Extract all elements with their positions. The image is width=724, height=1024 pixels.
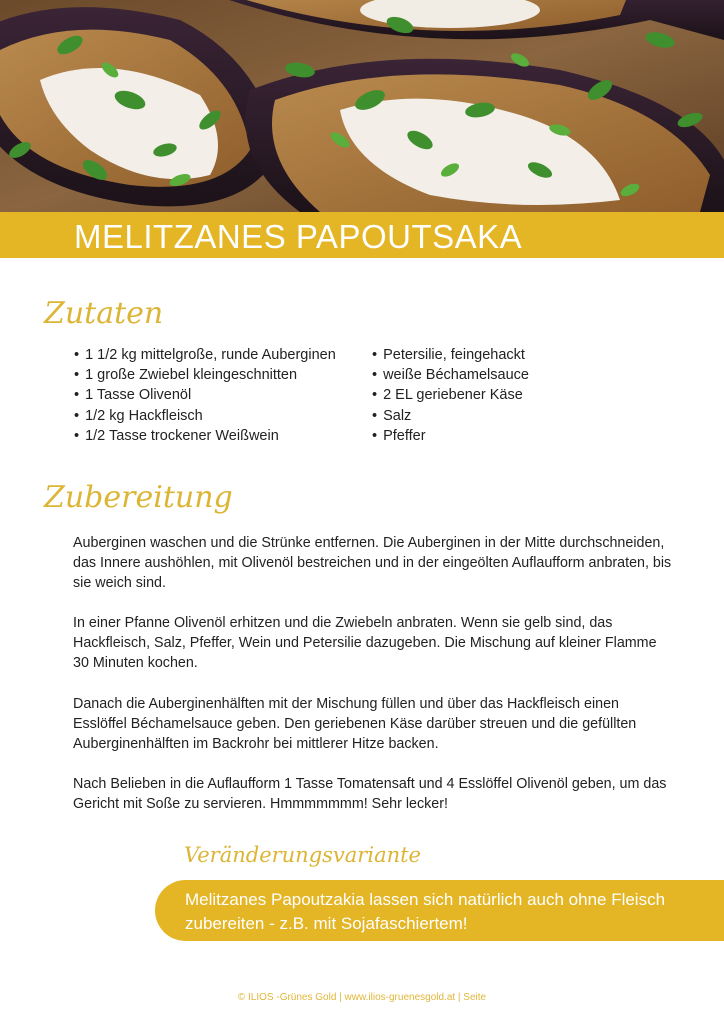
preparation-heading: Zubereitung: [44, 480, 233, 515]
title-band: [0, 212, 724, 258]
ingredient-item: • 1 Tasse Olivenöl: [74, 385, 336, 405]
variant-heading: Veränderungsvariante: [184, 843, 421, 867]
ingredient-item: • 1 große Zwiebel kleingeschnitten: [74, 365, 336, 385]
variant-text: Melitzanes Papoutzakia lassen sich natürlich auch ohne Fleisch zubereiten - z.B. mit Sojafaschiertem!: [185, 890, 666, 933]
ingredient-item: • weiße Béchamelsauce: [372, 365, 529, 385]
preparation-step: In einer Pfanne Olivenöl erhitzen und die Zwiebeln anbraten. Wenn sie gelb sind, das Hackfleisch, Salz, Pfeffer, Wein und Petersilie dazugeben. Die Mischung auf kleiner Flamme 30 Minuten kochen.: [73, 615, 657, 672]
hero-photo: [0, 0, 724, 212]
ingredient-item: • 2 EL geriebener Käse: [372, 385, 529, 405]
ingredient-item: • 1 1/2 kg mittelgroße, runde Auberginen: [74, 345, 336, 365]
page-footer: © ILIOS -Grünes Gold | www.ilios-gruenesgold.at | Seite: [237, 992, 487, 1003]
recipe-title: MELITZANES PAPOUTSAKA: [74, 218, 523, 255]
ingredients-list-left: [74, 345, 336, 446]
preparation-step: Danach die Auberginenhälften mit der Mischung füllen und über das Hackfleisch einen Esslöffel Béchamelsauce geben. Den geriebenen Käse darüber streuen und die gefüllten Auberginenhälften im Backrohr bei mittlerer Hitze backen.: [73, 696, 637, 753]
ingredient-item: • 1/2 kg Hackfleisch: [74, 406, 336, 426]
preparation-step: Auberginen waschen und die Strünke entfernen. Die Auberginen in der Mitte durchschneiden, das Innere aushöhlen, mit Olivenöl bestreichen und in der eingeölten Auflaufform anbraten, bis sie weich sind.: [73, 535, 672, 592]
ingredient-item: • 1/2 Tasse trockener Weißwein: [74, 426, 336, 446]
preparation-step: Nach Belieben in die Auflaufform 1 Tasse Tomatensaft und 4 Esslöffel Olivenöl geben, um das Gericht mit Soße zu servieren. Hmmmmmmm! Sehr lecker!: [73, 776, 667, 813]
eggplant-dish-illustration: [0, 0, 724, 212]
ingredient-item: • Pfeffer: [372, 426, 529, 446]
ingredient-item: • Salz: [372, 406, 529, 426]
ingredients-list-right: [372, 345, 529, 446]
ingredients-heading: Zutaten: [44, 296, 164, 331]
variant-callout: [155, 880, 724, 941]
ingredient-item: • Petersilie, feingehackt: [372, 345, 529, 365]
